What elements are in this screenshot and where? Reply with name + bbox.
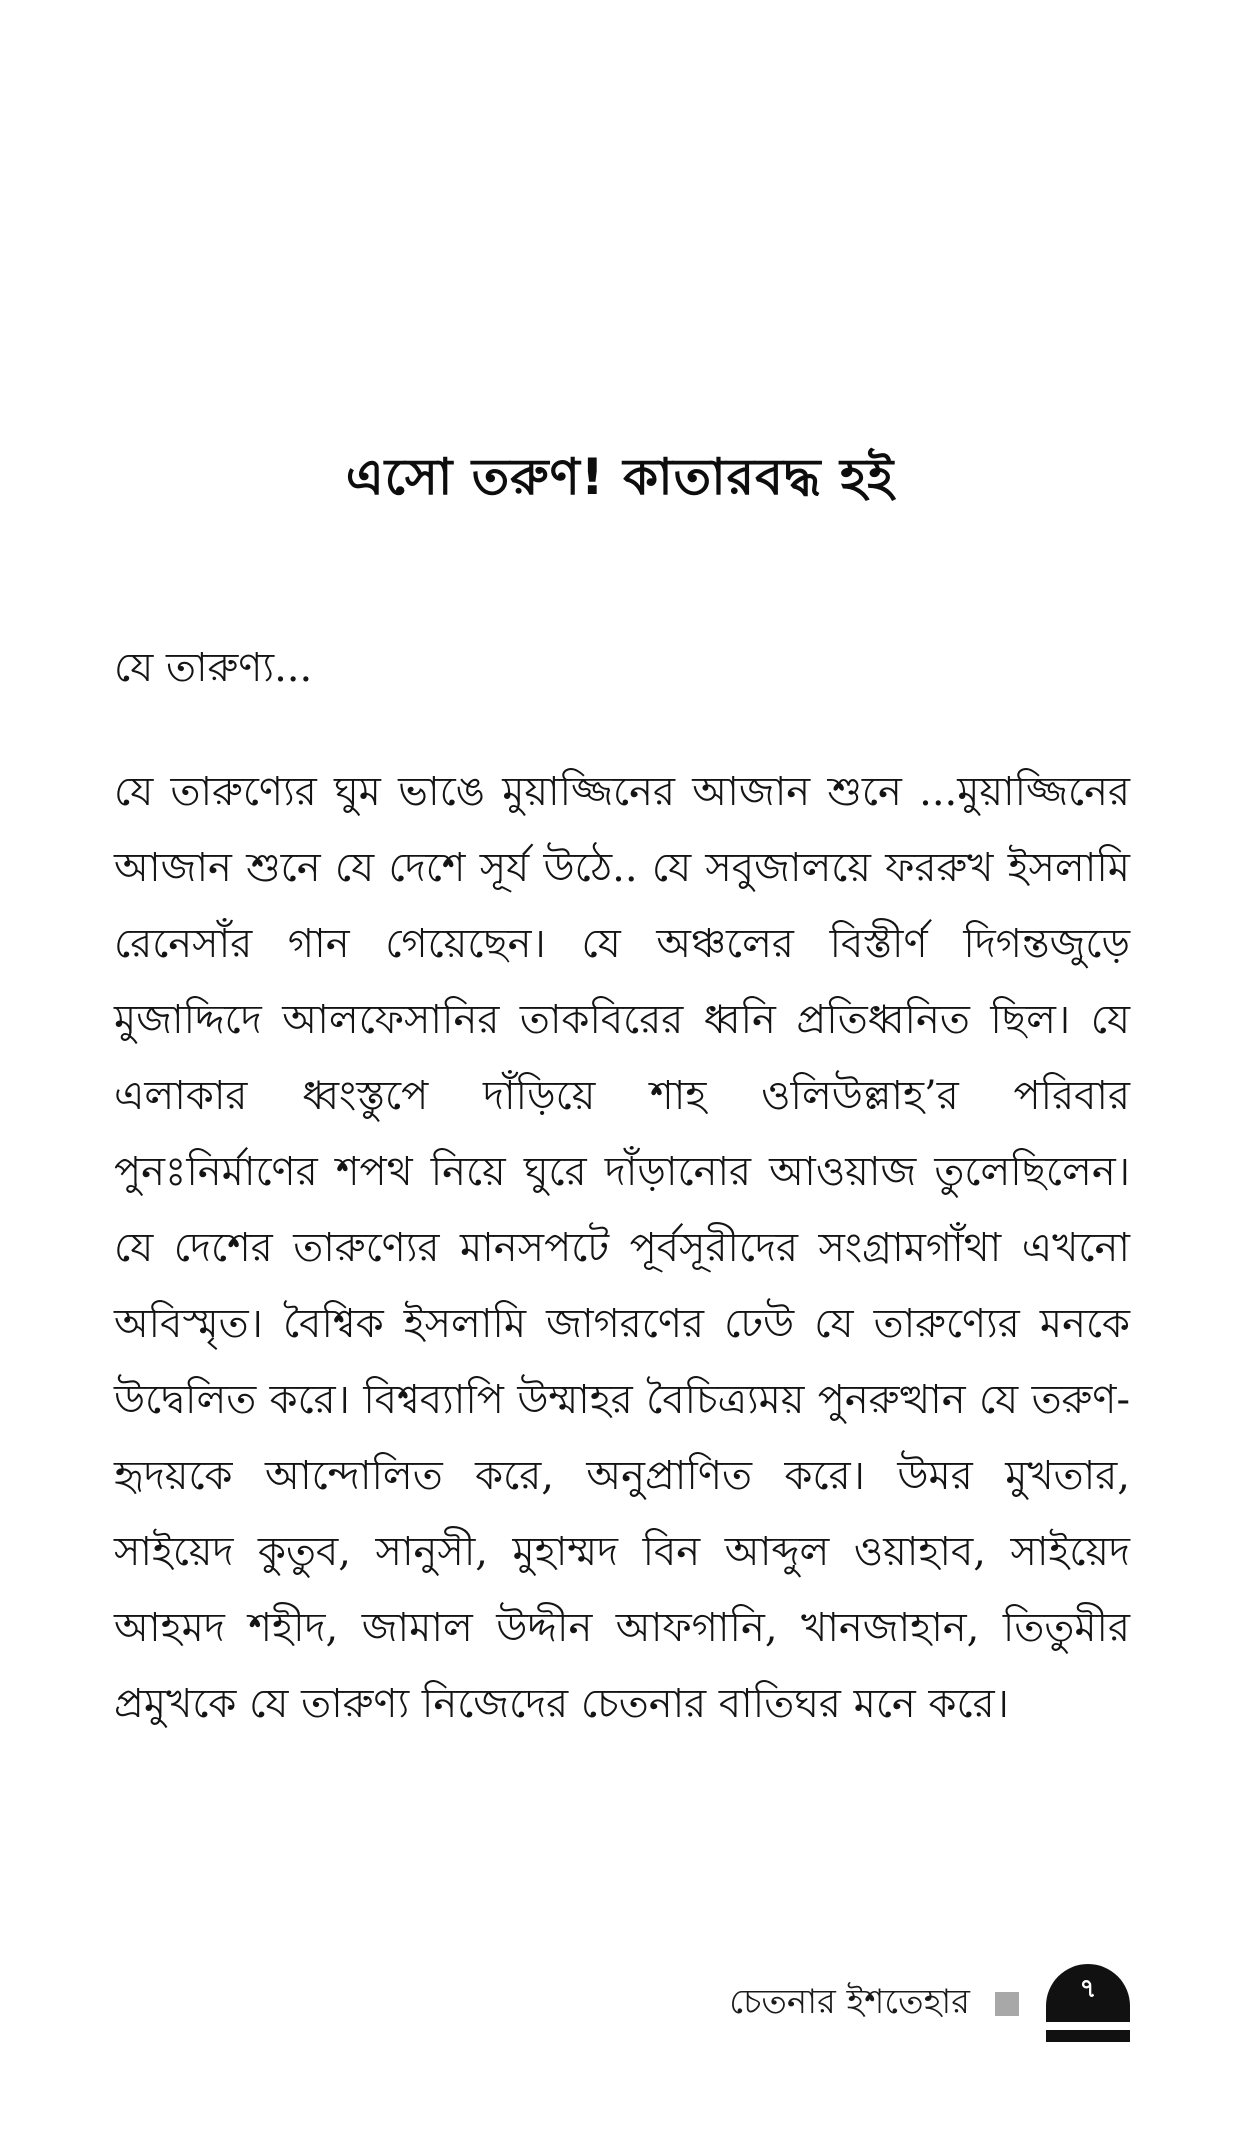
footer-square-bullet-icon: [995, 1992, 1019, 2016]
intro-line: যে তারুণ্য...: [114, 645, 313, 691]
page-number-underline: [1046, 2030, 1130, 2042]
page-footer: [0, 1962, 1240, 2052]
chapter-title: এসো তরুণ! কাতারবদ্ধ হই: [345, 448, 895, 506]
page-number-badge: ৭: [1046, 1964, 1130, 2022]
running-footer-book-title: চেতনার ইশতেহার: [729, 1982, 970, 2022]
body-paragraph: যে তারুণ্যের ঘুম ভাঙে মুয়াজ্জিনের আজান শুনে ...মুয়াজ্জিনের আজান শুনে যে দেশে সূর্য উঠে.. যে সবুজালয়ে ফররুখ ইসলামি রেনেসাঁর গান গেয়েছেন। যে অঞ্চলের বিস্তীর্ণ দিগন্তজুড়ে মুজাদ্দিদে আলফেসানির তাকবিরের ধ্বনি প্রতিধ্বনিত ছিল। যে এলাকার ধ্বংস্তুপে দাঁড়িয়ে শাহ ওলিউল্লাহ’র পরিবার পুনঃনির্মাণের শপথ নিয়ে ঘুরে দাঁড়ানোর আওয়াজ তুলেছিলেন। যে দেশের তারুণ্যের মানসপটে পূর্বসূরীদের সংগ্রামগাঁথা এখনো অবিস্মৃত। বৈশ্বিক ইসলামি জাগরণের ঢেউ যে তারুণ্যের মনকে উদ্বেলিত করে। বিশ্বব্যাপি উম্মাহর বৈচিত্র্যময় পুনরুত্থান যে তরুণ-হৃদয়কে আন্দোলিত করে, অনুপ্রাণিত করে। উমর মুখতার, সাইয়েদ কুতুব, সানুসী, মুহাম্মদ বিন আব্দুল ওয়াহাব, সাইয়েদ আহমদ শহীদ, জামাল উদ্দীন আফগানি, খানজাহান, তিতুমীর প্রমুখকে যে তারুণ্য নিজেদের চেতনার বাতিঘর মনে করে।: [114, 769, 1130, 1727]
